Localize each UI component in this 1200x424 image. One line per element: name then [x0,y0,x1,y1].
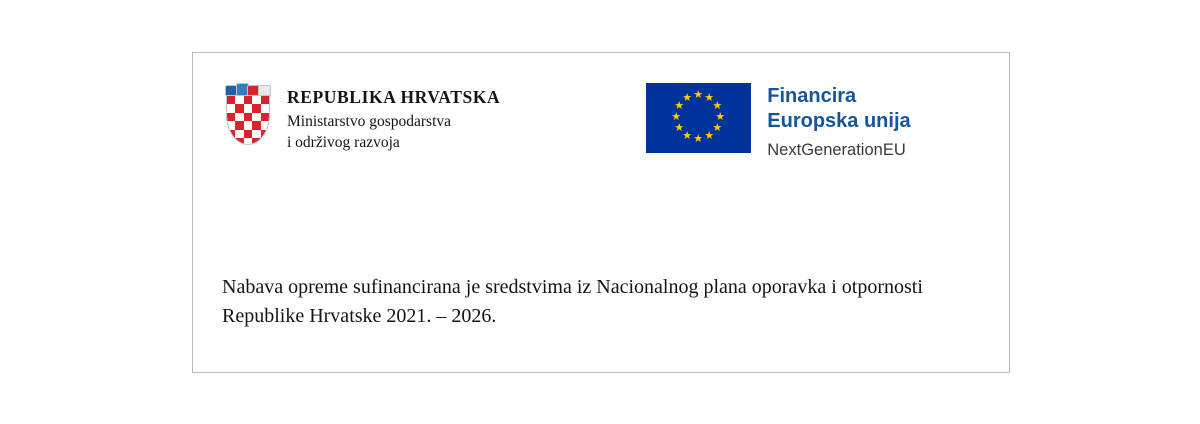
ministry-subtitle-line2: i održivog razvoja [287,133,400,151]
funding-disclaimer-panel [192,52,1010,373]
eu-text [767,83,910,161]
ministry-logo [223,83,500,154]
shield-cell [227,96,235,104]
logo-row [223,83,911,161]
eu-label-line2: Europska unija [767,110,911,132]
shield-cell [244,96,252,104]
funding-statement: Nabava opreme sufinancirana je sredstvima iz Nacionalnog plana oporavka i otpornosti Republike Hrvatske 2021. – 2026. [222,276,923,327]
shield-cell [244,113,252,121]
shield-cell [252,96,260,104]
shield-cell [244,138,252,145]
shield-cell [252,113,260,121]
ministry-title: REPUBLIKA HRVATSKA [287,87,501,107]
shield-cell [227,130,235,138]
shield-cell [261,96,269,104]
shield-cell [261,113,269,121]
ministry-text [287,83,500,154]
croatian-coat-of-arms-icon [223,83,273,147]
shield-cell [261,121,269,129]
shield-cell [235,121,243,129]
eu-flag-icon [646,83,751,153]
shield-cell [261,104,269,112]
coat-of-arms-shield [226,95,270,145]
shield-cell [235,96,243,104]
shield-cell [227,104,235,112]
shield-cell [252,130,260,138]
shield-cell [261,130,269,138]
shield-cell [235,138,243,145]
eu-funding-logo [646,83,910,161]
shield-cell [227,121,235,129]
shield-cell [244,121,252,129]
shield-cell [235,130,243,138]
shield-cell [244,104,252,112]
shield-cell [227,113,235,121]
shield-cell [235,104,243,112]
shield-cell [244,130,252,138]
shield-cell [227,138,235,145]
ministry-subtitle-line1: Ministarstvo gospodarstva [287,112,452,130]
eu-programme-label: NextGenerationEU [767,141,906,159]
shield-cell [252,138,260,145]
shield-cell [252,121,260,129]
shield-cell [252,104,260,112]
shield-cell [261,138,269,145]
eu-label-line1: Financira [767,85,857,107]
shield-cell [235,113,243,121]
